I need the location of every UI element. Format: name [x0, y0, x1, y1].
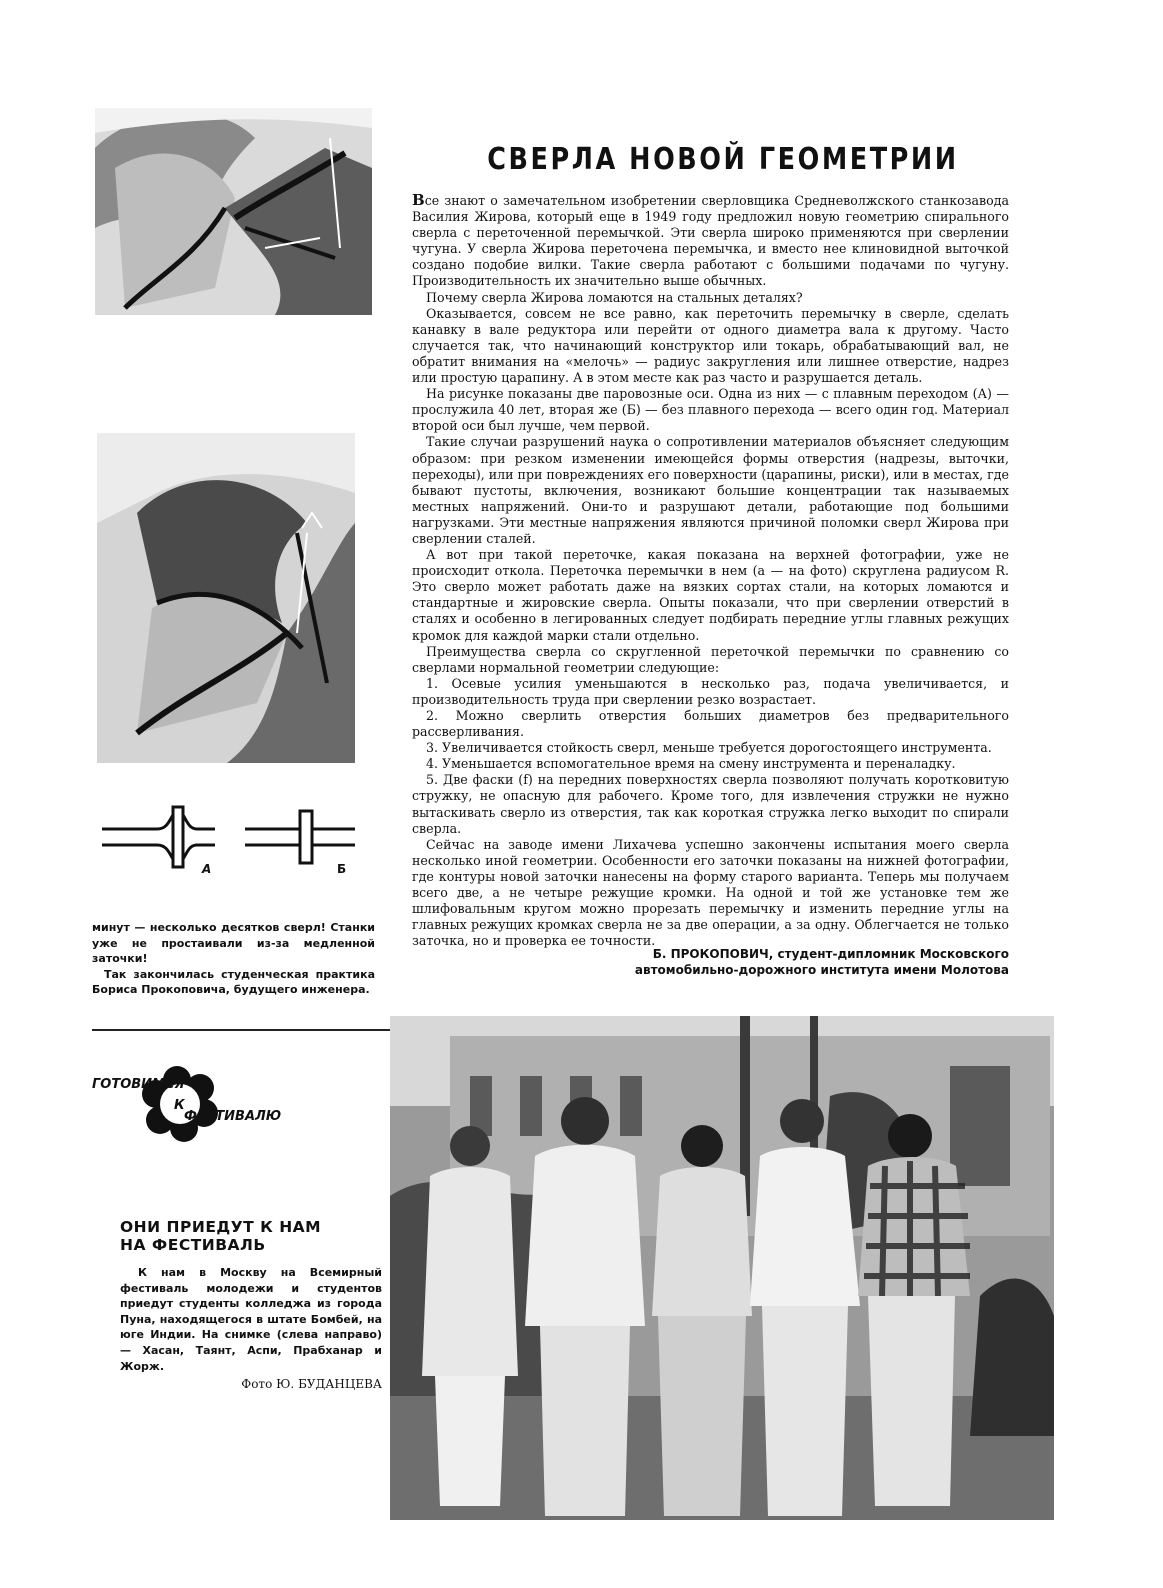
list-item: 4. Уменьшается вспомогательное время на смену инструмента и переналадку.	[426, 756, 956, 772]
label-b: Б	[337, 862, 347, 876]
festival-caption: К нам в Москву на Всемирный фестиваль молодежи и студентов приедут студенты колледжа из города Пуна, находящегося в штате Бомбей, на юге Индии. На снимке (слева направо) — Хасан, Таянт, Аспи, Прабханар и Жорж.	[120, 1266, 382, 1373]
note-paragraph: Так закончилась студенческая практика Бориса Прокоповича, будущего инженера.	[92, 967, 375, 996]
label-a: А	[202, 862, 212, 876]
students-photo	[390, 1016, 1054, 1520]
axle-diagram	[97, 795, 359, 885]
logo-word-3: ФЕСТИВАЛЮ	[184, 1109, 282, 1124]
article-paragraph: Такие случаи разрушений наука о сопротивлении материалов объясняет следующим образом: при резком изменении имеющейся формы отверстия (надрезы, выточки, переходы), или при повреждениях его поверхности (царапины, риски), или в местах, где бывают пустоты, включения, возникают большие концентрации так называемых местных напряжений. Они-то и разрушают детали, работающие под большими нагрузками. Эти местные напряжения являются причиной поломки сверл Жирова при сверлении сталей.	[412, 434, 1009, 546]
byline	[560, 946, 1009, 978]
author-role: студент-дипломник Московского	[777, 947, 1009, 961]
article-paragraph: Почему сверла Жирова ломаются на стальных деталях?	[426, 289, 803, 305]
article-paragraph: А вот при такой переточке, какая показана на верхней фотографии, уже не происходит откола. Переточка перемычки в нем (а — на фото) скруглена радиусом R. Это сверло может работать даже на вязких сортах стали, на которых ломаются и стандартные и жировские сверла. Опыты показали, что при сверлении отверстий в сталях и особенно в легированных следует подбирать передние углы главных режущих кромок для каждой марки стали отдельно.	[412, 547, 1009, 643]
article-paragraph: Оказывается, совсем не все равно, как переточить перемычку в сверле, сделать канавку в вале редуктора или перейти от одного диаметра вала к другому. Часто случается так, что начинающий конструктор или токарь, обрабатывающий вал, не обратит внимания на «мелочь» — радиус закругления или лишнее отверстие, надрез или простую царапину. А в этом месте как раз часто и разрушается деталь.	[412, 305, 1009, 386]
note-paragraph: минут — несколько десятков сверл! Станки уже не простаивали из-за медленной заточки!	[92, 921, 375, 965]
list-item: 2. Можно сверлить отверстия больших диаметров без предварительного рассверливания.	[412, 708, 1009, 740]
article-title: СВЕРЛА НОВОЙ ГЕОМЕТРИИ	[487, 142, 959, 177]
section-divider	[92, 1029, 390, 1031]
article-paragraph: Сейчас на заводе имени Лихачева успешно закончены испытания моего сверла несколько иной геометрии. Особенности его заточки показаны на нижней фотографии, где контуры новой заточки нанесены на форму старого варианта. Теперь мы получаем всего две, а не четыре режущие кромки. На одной и той же установке тем же шлифовальным кругом можно прорезать перемычку и изменить передние углы на главных режущих кромках сверла не за две операции, а за одну. Облегчается не только заточка, но и проверка ее точности.	[412, 836, 1009, 949]
author-name: Б. ПРОКОПОВИЧ,	[652, 947, 774, 961]
article-body	[412, 192, 1009, 949]
list-item: 1. Осевые усилия уменьшаются в несколько раз, подача увеличивается, и производительность труда при сверлении резко возрастает.	[412, 675, 1009, 707]
dropcap: В	[412, 191, 425, 209]
logo-word-1: ГОТОВИМСЯ	[92, 1077, 185, 1092]
festival-logo	[92, 1058, 282, 1148]
logo-word-2: К	[174, 1098, 185, 1113]
drill-photo-top	[95, 108, 372, 315]
article-paragraph: На рисунке показаны две паровозные оси. Одна из них — с плавным переходом (А) — прослужила 40 лет, вторая же (Б) — без плавного перехода — всего один год. Материал второй оси был лучше, чем первой.	[412, 386, 1009, 434]
person	[750, 1099, 860, 1516]
drill-photo-bottom	[97, 433, 355, 763]
left-column-note	[92, 920, 375, 998]
article-paragraph: Все знают о замечательном изобретении сверловщика Средневолжского станкозавода Василия Жирова, который еще в 1949 году предложил новую геометрию спирального сверла с переточенной перемычкой. Эти сверла широко применяются при сверлении чугуна. У сверла Жирова переточена перемычка, и вместо нее клиновидной выточкой создано подобие вилки. Такие сверла работают с большими подачами по чугуну. Производительность их значительно выше обычных.	[412, 191, 1009, 289]
photo-credit: Фото Ю. БУДАНЦЕВА	[241, 1377, 382, 1391]
person	[652, 1125, 752, 1516]
list-item: 5. Две фаски (f) на передних поверхностях сверла позволяют получать коротковитую стружку, не опасную для рабочего. Кроме того, для извлечения стружки не нужно вытаскивать сверло из отверстия, так как короткая стружка легко выходит по спирали сверла.	[412, 772, 1009, 836]
list-item: 3. Увеличивается стойкость сверл, меньше требуется дорогостоящего инструмента.	[426, 740, 992, 756]
author-institute: автомобильно-дорожного института имени Молотова	[634, 963, 1009, 977]
article-paragraph: Преимущества сверла со скругленной переточкой перемычки по сравнению со сверлами нормальной геометрии следующие:	[412, 643, 1009, 675]
festival-heading: ОНИ ПРИЕДУТ К НАМ НА ФЕСТИВАЛЬ	[120, 1218, 322, 1254]
